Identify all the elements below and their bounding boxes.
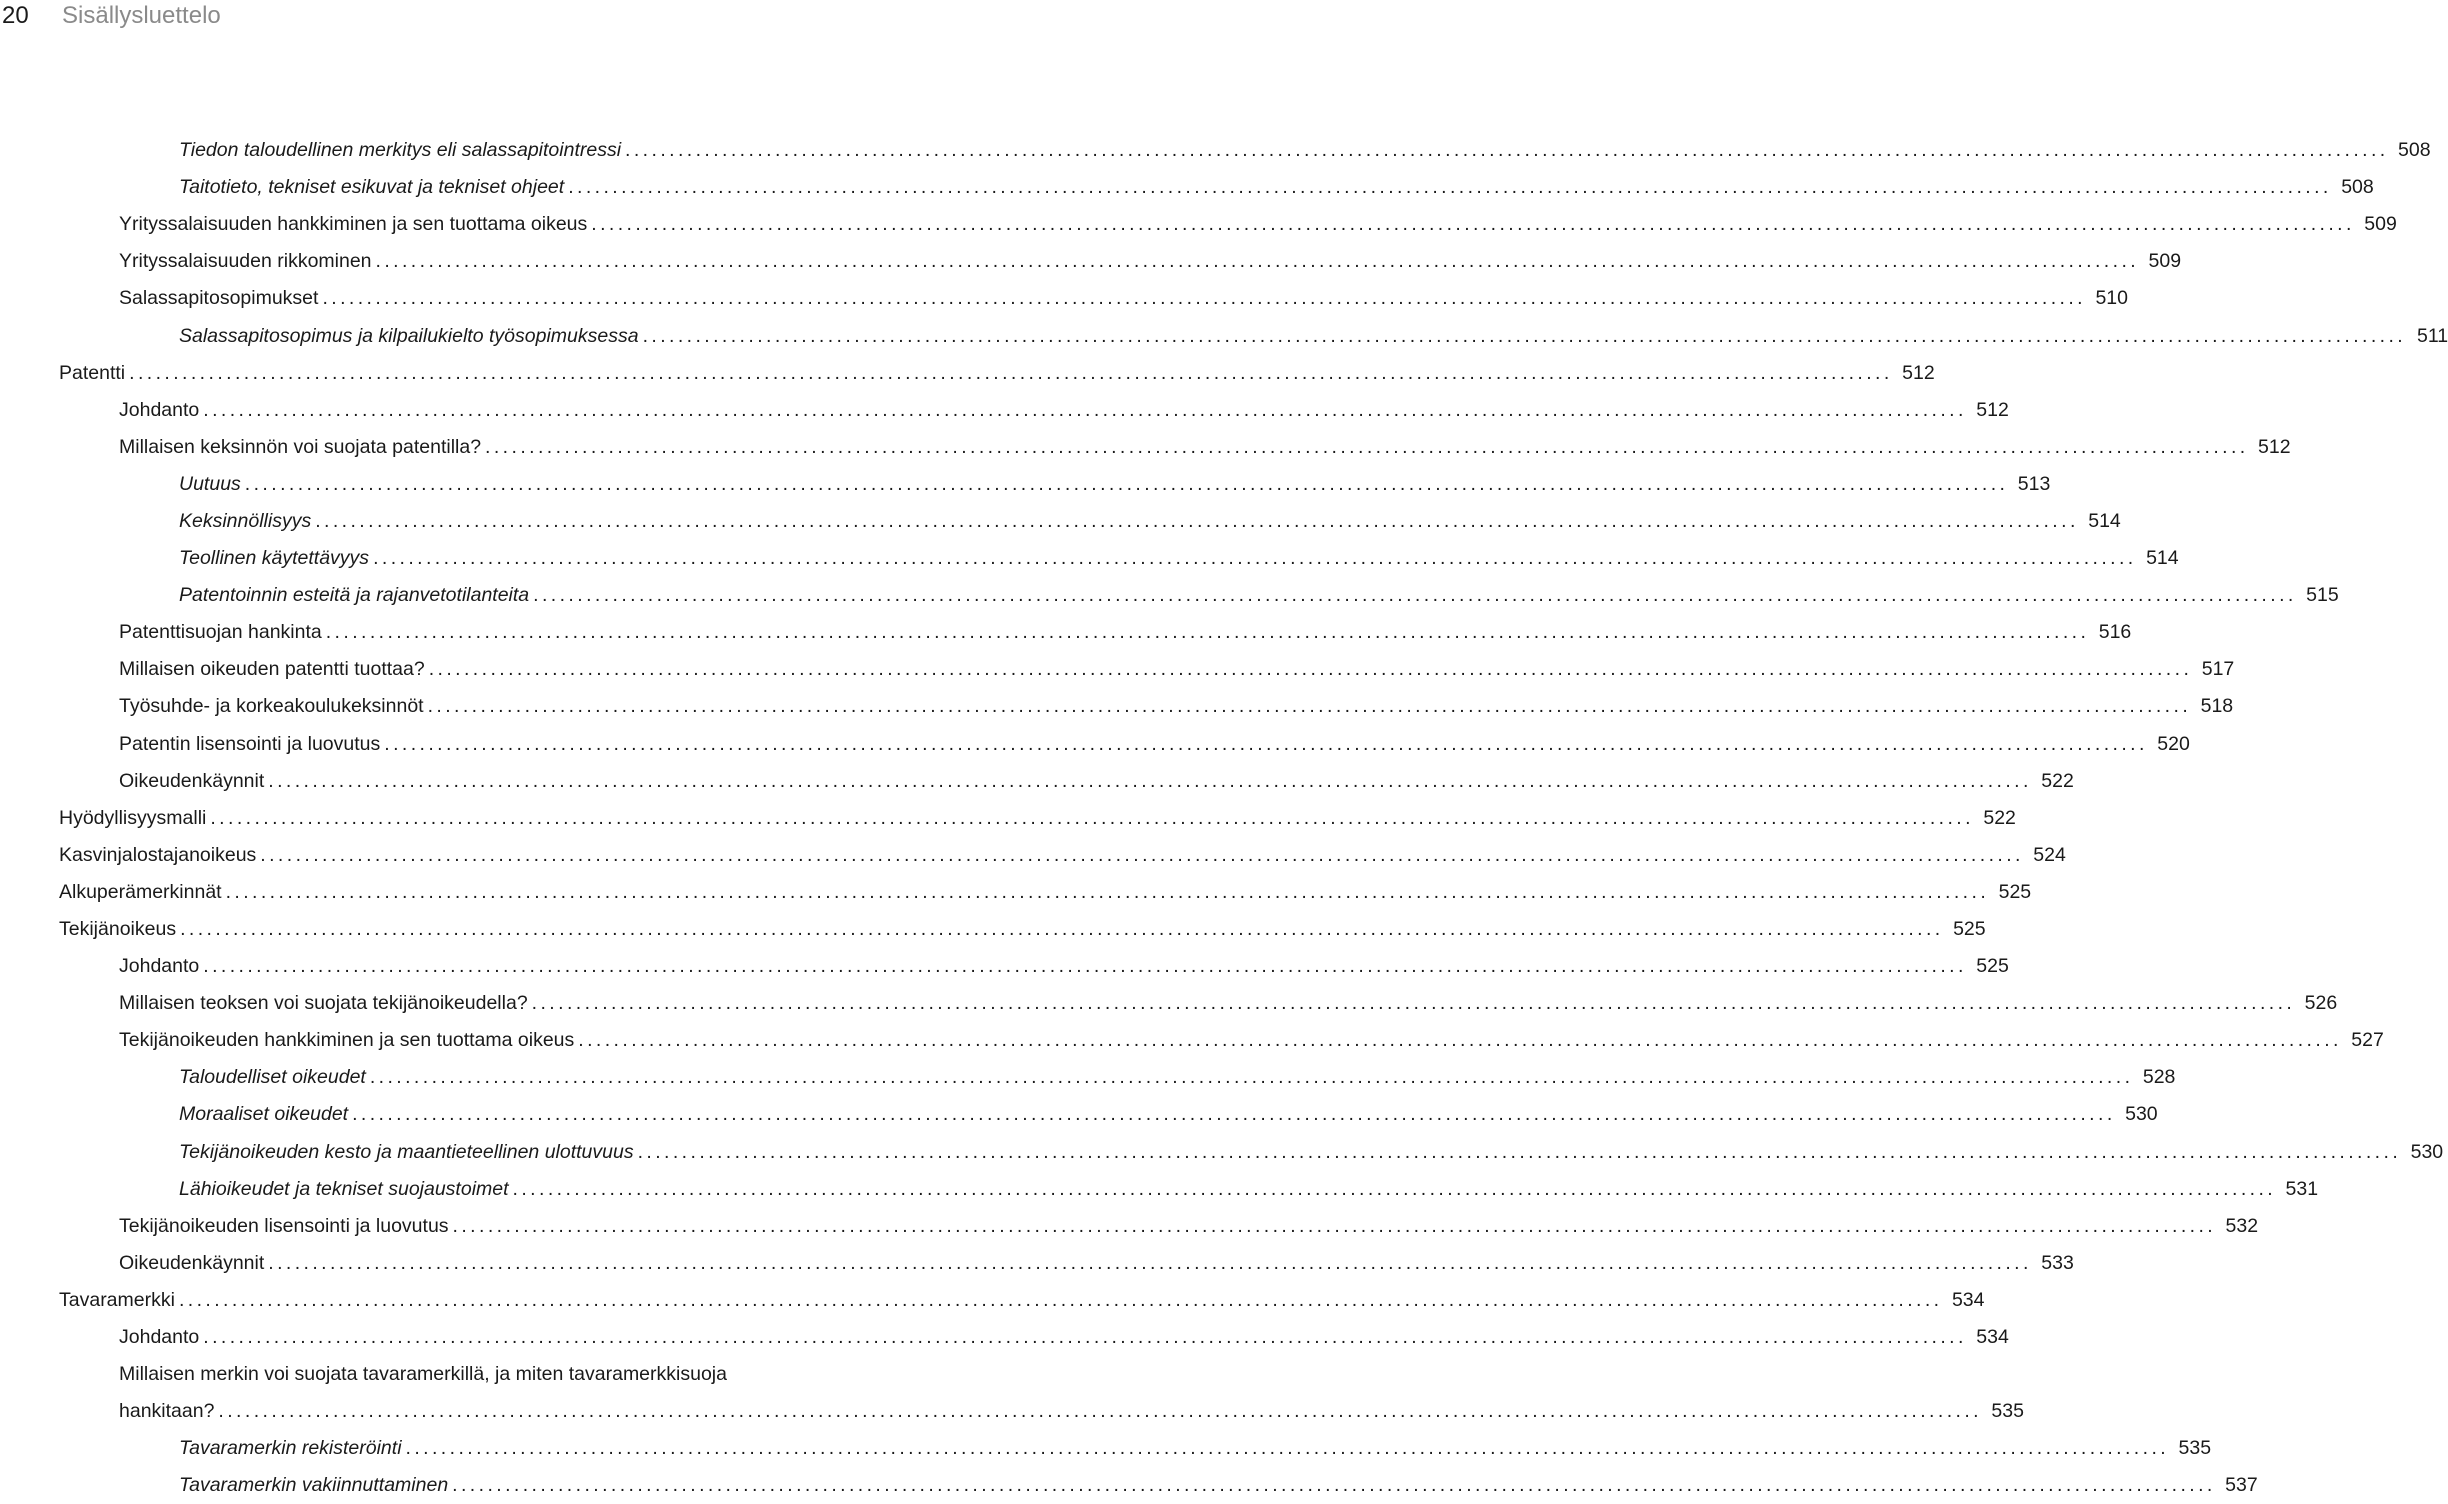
toc-entry-title: Uutuus [179,472,241,495]
toc-dot-leader: ........................................................................................................................................................................................................ [591,213,2355,236]
toc-entry-page-number: 513 [2017,472,2051,495]
toc-entry-title: Salassapitosopimus ja kilpailukielto työsopimuksessa [179,324,639,347]
toc-entry-title: Johdanto [119,1326,200,1349]
toc-entry-page-number: 526 [2304,992,2338,1015]
toc-entry-title: Patentti [59,361,126,384]
toc-entry-page-number: 514 [2146,547,2179,570]
toc-entry[interactable] [0,874,2032,911]
toc-entry[interactable] [0,1245,2074,1282]
page-number: 20 [2,2,29,29]
toc-entry-page-number: 517 [2201,658,2235,681]
toc-entry-page-number: 534 [1976,1326,2009,1349]
toc-dot-leader: ........................................................................................................................................................................................................ [452,1474,2216,1497]
toc-entry[interactable] [0,317,2448,354]
toc-entry-title: Tekijänoikeuden lisensointi ja luovutus [119,1214,449,1237]
toc-entry[interactable] [0,1096,2158,1133]
toc-entry[interactable] [0,429,2291,466]
toc-entry-title: Oikeudenkäynnit [119,769,265,792]
toc-entry[interactable] [0,800,2016,837]
toc-entry-page-number: 531 [2285,1177,2319,1200]
toc-entry-page-number: 515 [2306,584,2339,607]
toc-dot-leader: ........................................................................................................................................................................................................ [405,1437,2170,1460]
table-of-contents [0,132,2448,1504]
toc-entry-page-number: 530 [2125,1103,2158,1126]
toc-entry-page-number: 516 [2098,621,2132,644]
toc-entry-title: Tekijänoikeuden kesto ja maantieteellinen ulottuvuus [179,1140,634,1163]
toc-entry-title: Teollinen käytettävyys [179,547,370,570]
toc-entry[interactable] [0,1282,1985,1319]
toc-dot-leader: ........................................................................................................................................................................................................ [384,732,2148,755]
toc-dot-leader: ........................................................................................................................................................................................................ [225,880,1990,903]
toc-entry-title: Millaisen merkin voi suojata tavaramerkillä, ja miten tavaramerkkisuoja [119,1363,727,1386]
toc-entry-page-number: 508 [2341,176,2374,199]
toc-dot-leader: ........................................................................................................................................................................................................ [568,176,2332,199]
toc-entry-page-number: 509 [2148,250,2182,273]
toc-entry[interactable] [0,837,2066,874]
toc-entry-title: Tiedon taloudellinen merkitys eli salassapitointressi [179,139,622,162]
toc-entry[interactable] [0,1356,960,1393]
toc-entry-title: Tavaramerkin vakiinnuttaminen [179,1474,449,1497]
toc-dot-leader: ........................................................................................................................................................................................................ [268,1251,2032,1274]
toc-dot-leader: ........................................................................................................................................................................................................ [531,992,2296,1015]
toc-entry[interactable] [0,540,2179,577]
toc-dot-leader: ........................................................................................................................................................................................................ [512,1177,2277,1200]
toc-entry-page-number: 512 [2258,435,2291,458]
toc-entry-page-number: 520 [2157,732,2190,755]
toc-entry[interactable] [0,355,1935,392]
toc-entry[interactable] [0,132,2431,169]
toc-dot-leader: ........................................................................................................................................................................................................ [452,1214,2217,1237]
toc-entry-page-number: 512 [1976,398,2009,421]
toc-entry-page-number: 524 [2033,843,2066,866]
toc-entry[interactable] [0,1208,2259,1245]
toc-dot-leader: ........................................................................................................................................................................................................ [375,250,2140,273]
toc-entry[interactable] [0,763,2074,800]
toc-entry-title: Millaisen oikeuden patentti tuottaa? [119,658,425,681]
toc-entry-title: Patenttisuojan hankinta [119,621,322,644]
toc-entry-page-number: 525 [1953,918,1986,941]
toc-dot-leader: ........................................................................................................................................................................................................ [428,658,2193,681]
toc-entry-title: Millaisen teoksen voi suojata tekijänoikeudella? [119,992,528,1015]
toc-entry[interactable] [0,1171,2319,1208]
toc-dot-leader: ........................................................................................................................................................................................................ [218,1400,1982,1423]
toc-entry-title: Salassapitosopimukset [119,287,319,310]
toc-dot-leader: ........................................................................................................................................................................................................ [315,509,2079,532]
toc-dot-leader: ........................................................................................................................................................................................................ [203,1326,1967,1349]
toc-dot-leader: ........................................................................................................................................................................................................ [180,918,1944,941]
toc-entry-title: Keksinnöllisyys [179,509,312,532]
toc-dot-leader: ........................................................................................................................................................................................................ [533,584,2297,607]
toc-entry-page-number: 518 [2200,695,2234,718]
toc-entry[interactable] [0,1134,2444,1171]
toc-entry-title: Patentoinnin esteitä ja rajanvetotilanteita [179,584,530,607]
toc-entry-page-number: 535 [1991,1400,2024,1423]
toc-entry[interactable] [0,651,2235,688]
toc-entry-title: Johdanto [119,398,200,421]
toc-dot-leader: ........................................................................................................................................................................................................ [322,287,2086,310]
toc-dot-leader: ........................................................................................................................................................................................................ [637,1140,2402,1163]
toc-entry[interactable] [0,1022,2384,1059]
toc-entry-page-number: 537 [2225,1474,2258,1497]
toc-dot-leader: ........................................................................................................................................................................................................ [178,1288,1943,1311]
toc-dot-leader: ........................................................................................................................................................................................................ [352,1103,2116,1126]
toc-entry[interactable] [0,169,2374,206]
toc-entry-page-number: 522 [1983,806,2016,829]
toc-entry-page-number: 525 [1998,880,2032,903]
toc-entry-page-number: 527 [2351,1029,2384,1052]
toc-entry-title: Taitotieto, tekniset esikuvat ja tekniset ohjeet [179,176,565,199]
toc-dot-leader: ........................................................................................................................................................................................................ [369,1066,2134,1089]
toc-dot-leader: ........................................................................................................................................................................................................ [203,398,1967,421]
toc-entry[interactable] [0,392,2009,429]
toc-entry[interactable] [0,1430,2212,1467]
toc-entry-page-number: 510 [2095,287,2128,310]
toc-entry[interactable] [0,206,2397,243]
toc-entry[interactable] [0,948,2009,985]
toc-entry[interactable] [0,688,2234,725]
toc-dot-leader: ........................................................................................................................................................................................................ [325,621,2090,644]
toc-entry[interactable] [0,1393,2024,1430]
toc-entry-title: Lähioikeudet ja tekniset suojaustoimet [179,1177,509,1200]
toc-entry-title: Tekijänoikeuden hankkiminen ja sen tuottama oikeus [119,1029,575,1052]
toc-dot-leader: ........................................................................................................................................................................................................ [210,806,1974,829]
toc-entry-title: Taloudelliset oikeudet [179,1066,366,1089]
toc-entry-page-number: 511 [2417,324,2448,347]
toc-entry-title: Tekijänoikeus [59,918,177,941]
toc-entry[interactable] [0,1467,2258,1504]
toc-dot-leader: ........................................................................................................................................................................................................ [244,472,2009,495]
toc-entry-page-number: 514 [2088,509,2121,532]
toc-entry-title: Moraaliset oikeudet [179,1103,349,1126]
toc-entry-title: Työsuhde- ja korkeakoulukeksinnöt [119,695,424,718]
toc-dot-leader: ........................................................................................................................................................................................................ [260,843,2024,866]
toc-entry-page-number: 535 [2178,1437,2212,1460]
toc-entry-page-number: 530 [2410,1140,2444,1163]
toc-entry-page-number: 509 [2364,213,2397,236]
toc-dot-leader: ........................................................................................................................................................................................................ [427,695,2192,718]
toc-entry[interactable] [0,280,2128,317]
toc-entry[interactable] [0,1059,2176,1096]
toc-entry[interactable] [0,503,2121,540]
toc-dot-leader: ........................................................................................................................................................................................................ [642,324,2407,347]
toc-dot-leader: ........................................................................................................................................................................................................ [485,435,2249,458]
toc-dot-leader: ........................................................................................................................................................................................................ [129,361,1893,384]
toc-entry-title: Patentin lisensointi ja luovutus [119,732,381,755]
toc-dot-leader: ........................................................................................................................................................................................................ [373,547,2137,570]
toc-entry-page-number: 534 [1951,1288,1985,1311]
toc-entry[interactable] [0,911,1986,948]
toc-entry-title: Johdanto [119,955,200,978]
toc-entry-page-number: 508 [2398,139,2431,162]
toc-entry[interactable] [0,614,2132,651]
toc-entry-title: Hyödyllisyysmalli [59,806,207,829]
toc-entry-page-number: 532 [2225,1214,2259,1237]
toc-entry-page-number: 533 [2041,1251,2074,1274]
toc-dot-leader: ........................................................................................................................................................................................................ [268,769,2032,792]
toc-entry-title: Kasvinjalostajanoikeus [59,843,257,866]
toc-entry-title: Alkuperämerkinnät [59,880,222,903]
toc-entry-title: hankitaan? [119,1400,215,1423]
toc-entry[interactable] [0,726,2190,763]
toc-entry-page-number: 512 [1902,361,1935,384]
toc-entry-title: Tavaramerkin rekisteröinti [179,1437,402,1460]
toc-entry-title: Millaisen keksinnön voi suojata patentilla? [119,435,482,458]
toc-entry[interactable] [0,985,2338,1022]
toc-dot-leader: ........................................................................................................................................................................................................ [203,955,1967,978]
toc-entry-title: Yrityssalaisuuden rikkominen [119,250,372,273]
toc-entry[interactable] [0,243,2182,280]
toc-entry[interactable] [0,466,2051,503]
page-header [0,0,221,32]
running-title: Sisällysluettelo [62,2,221,29]
toc-dot-leader: ........................................................................................................................................................................................................ [578,1029,2342,1052]
toc-entry-title: Tavaramerkki [59,1288,175,1311]
toc-entry-page-number: 522 [2041,769,2074,792]
toc-dot-leader: ........................................................................................................................................................................................................ [625,139,2389,162]
toc-entry[interactable] [0,577,2339,614]
toc-entry-title: Oikeudenkäynnit [119,1251,265,1274]
toc-entry[interactable] [0,1319,2009,1356]
toc-entry-title: Yrityssalaisuuden hankkiminen ja sen tuottama oikeus [119,213,588,236]
toc-entry-page-number: 525 [1976,955,2009,978]
toc-entry-page-number: 528 [2142,1066,2176,1089]
